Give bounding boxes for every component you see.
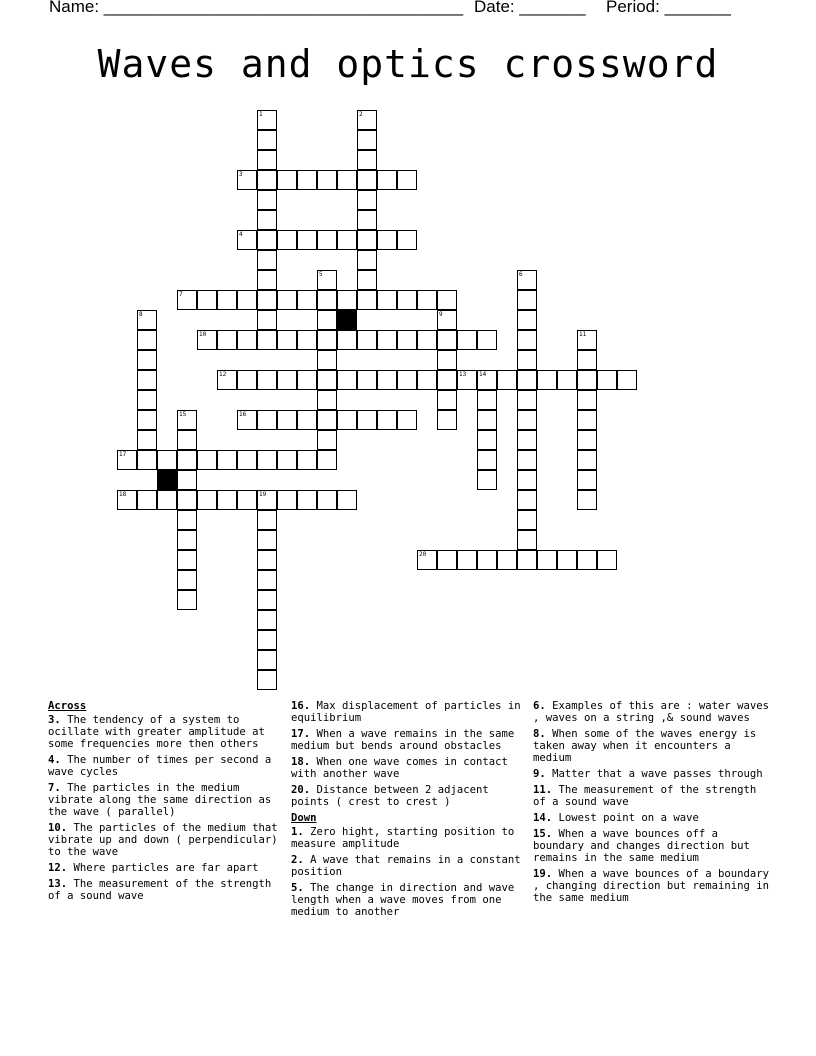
grid-cell[interactable] — [577, 450, 597, 470]
grid-cell[interactable] — [237, 410, 257, 430]
clue-item — [533, 728, 769, 764]
grid-cell[interactable] — [477, 410, 497, 430]
grid-cell[interactable] — [297, 370, 317, 390]
clue-text: When a wave bounces off a boundary and changes direction but remains in the same medium — [533, 828, 750, 864]
clue-item — [291, 826, 527, 850]
clue-item — [291, 784, 527, 808]
clue-text: When some of the waves energy is taken away when it encounters a medium — [533, 728, 757, 764]
clue-number: 11. — [533, 784, 553, 796]
grid-cell[interactable] — [217, 370, 237, 390]
grid-cell[interactable] — [317, 390, 337, 410]
grid-cell[interactable] — [137, 370, 157, 390]
grid-cell[interactable] — [377, 230, 397, 250]
clue-number: 18. — [291, 756, 311, 768]
clue-number: 10. — [48, 822, 68, 834]
grid-cell[interactable] — [177, 550, 197, 570]
grid-cell[interactable] — [257, 290, 277, 310]
grid-cell[interactable] — [137, 430, 157, 450]
clue-text: The particles of the medium that vibrate up and down ( perpendicular) to the wave — [48, 822, 278, 858]
clue-number-12: 12 — [219, 371, 227, 378]
grid-cell[interactable] — [297, 170, 317, 190]
grid-cell[interactable] — [477, 470, 497, 490]
grid-cell[interactable] — [177, 470, 197, 490]
grid-cell[interactable] — [377, 370, 397, 390]
grid-cell[interactable] — [397, 330, 417, 350]
grid-cell[interactable] — [137, 490, 157, 510]
clue-item — [533, 868, 769, 904]
clue-number: 6. — [533, 700, 546, 712]
clue-text: The particles in the medium vibrate along the same direction as the wave ( parallel) — [48, 782, 272, 818]
clue-number-3: 3 — [239, 171, 243, 178]
grid-cell[interactable] — [337, 410, 357, 430]
grid-cell[interactable] — [217, 330, 237, 350]
clue-number: 9. — [533, 768, 546, 780]
clue-text: The number of times per second a wave cycles — [48, 754, 272, 778]
grid-cell[interactable] — [357, 210, 377, 230]
page-title: Waves and optics crossword — [97, 42, 719, 86]
grid-cell[interactable] — [317, 230, 337, 250]
clue-item — [533, 812, 769, 824]
grid-cell[interactable] — [437, 550, 457, 570]
grid-cell[interactable] — [137, 330, 157, 350]
clue-number-5: 5 — [319, 271, 323, 278]
grid-cell[interactable] — [517, 450, 537, 470]
grid-cell[interactable] — [437, 350, 457, 370]
grid-cell[interactable] — [397, 170, 417, 190]
grid-cell[interactable] — [257, 630, 277, 650]
clue-text: Lowest point on a wave — [552, 812, 699, 824]
grid-cell[interactable] — [137, 350, 157, 370]
clue-number-15: 15 — [179, 411, 187, 418]
grid-cell[interactable] — [537, 370, 557, 390]
grid-cell[interactable] — [237, 290, 257, 310]
grid-cell[interactable] — [257, 670, 277, 690]
grid-cell[interactable] — [277, 490, 297, 510]
grid-cell[interactable] — [577, 390, 597, 410]
clue-item — [291, 728, 527, 752]
grid-cell[interactable] — [237, 450, 257, 470]
clue-number: 19. — [533, 868, 553, 880]
grid-cell[interactable] — [417, 290, 437, 310]
clue-text: Distance between 2 adjacent points ( crest to crest ) — [291, 784, 489, 808]
grid-cell[interactable] — [317, 490, 337, 510]
clue-item — [48, 822, 284, 858]
grid-cell[interactable] — [397, 230, 417, 250]
grid-cell[interactable] — [257, 130, 277, 150]
clue-item — [48, 714, 284, 750]
grid-cell[interactable] — [257, 370, 277, 390]
clue-number-13: 13 — [459, 371, 467, 378]
grid-cell[interactable] — [417, 330, 437, 350]
grid-cell[interactable] — [457, 370, 477, 390]
grid-cell[interactable] — [297, 410, 317, 430]
grid-cell[interactable] — [257, 530, 277, 550]
grid-cell[interactable] — [517, 310, 537, 330]
grid-cell[interactable] — [257, 210, 277, 230]
grid-cell[interactable] — [517, 270, 537, 290]
grid-cell[interactable] — [137, 450, 157, 470]
grid-cell[interactable] — [217, 450, 237, 470]
grid-cell[interactable] — [577, 430, 597, 450]
grid-cell[interactable] — [337, 490, 357, 510]
grid-cell[interactable] — [477, 330, 497, 350]
clue-text: The change in direction and wave length when a wave moves from one medium to another — [291, 882, 515, 918]
grid-cell[interactable] — [277, 370, 297, 390]
grid-cell[interactable] — [177, 530, 197, 550]
grid-cell[interactable] — [317, 310, 337, 330]
grid-cell[interactable] — [177, 290, 197, 310]
grid-cell[interactable] — [257, 650, 277, 670]
clue-number: 20. — [291, 784, 311, 796]
clue-number-2: 2 — [359, 111, 363, 118]
grid-cell[interactable] — [137, 390, 157, 410]
grid-cell[interactable] — [317, 270, 337, 290]
grid-cell[interactable] — [117, 450, 137, 470]
grid-cell[interactable] — [517, 330, 537, 350]
grid-cell[interactable] — [277, 410, 297, 430]
clue-text: Where particles are far apart — [67, 862, 259, 874]
black-cell — [337, 310, 357, 330]
grid-cell[interactable] — [257, 610, 277, 630]
clue-number-19: 19 — [259, 491, 267, 498]
grid-cell[interactable] — [257, 550, 277, 570]
clue-number: 17. — [291, 728, 311, 740]
grid-cell[interactable] — [257, 490, 277, 510]
clue-number: 7. — [48, 782, 61, 794]
grid-cell[interactable] — [517, 290, 537, 310]
grid-cell[interactable] — [177, 570, 197, 590]
clue-number: 2. — [291, 854, 304, 866]
grid-cell[interactable] — [477, 390, 497, 410]
grid-cell[interactable] — [257, 150, 277, 170]
grid-cell[interactable] — [217, 290, 237, 310]
grid-cell[interactable] — [577, 330, 597, 350]
grid-cell[interactable] — [437, 390, 457, 410]
grid-cell[interactable] — [257, 110, 277, 130]
clue-text: The tendency of a system to ocillate with greater amplitude at some frequencies more then others — [48, 714, 265, 750]
grid-cell[interactable] — [197, 330, 217, 350]
grid-cell[interactable] — [257, 410, 277, 430]
grid-cell[interactable] — [317, 410, 337, 430]
grid-cell[interactable] — [257, 250, 277, 270]
grid-cell[interactable] — [257, 270, 277, 290]
grid-cell[interactable] — [477, 430, 497, 450]
clue-number-17: 17 — [119, 451, 127, 458]
grid-cell[interactable] — [137, 410, 157, 430]
clue-number: 15. — [533, 828, 553, 840]
grid-cell[interactable] — [357, 270, 377, 290]
grid-cell[interactable] — [357, 170, 377, 190]
grid-cell[interactable] — [517, 350, 537, 370]
grid-cell[interactable] — [177, 510, 197, 530]
clue-number: 12. — [48, 862, 68, 874]
grid-cell[interactable] — [377, 290, 397, 310]
grid-cell[interactable] — [257, 230, 277, 250]
clue-item — [533, 768, 769, 780]
grid-cell[interactable] — [297, 450, 317, 470]
grid-cell[interactable] — [137, 310, 157, 330]
grid-cell[interactable] — [457, 330, 477, 350]
grid-cell[interactable] — [517, 510, 537, 530]
clue-text: When a wave remains in the same medium but bends around obstacles — [291, 728, 515, 752]
clue-number-6: 6 — [519, 271, 523, 278]
grid-cell[interactable] — [237, 490, 257, 510]
date-field[interactable]: Date: _______ — [474, 0, 586, 16]
grid-cell[interactable] — [277, 290, 297, 310]
grid-cell[interactable] — [297, 290, 317, 310]
grid-cell[interactable] — [437, 370, 457, 390]
clue-text: A wave that remains in a constant position — [291, 854, 521, 878]
grid-cell[interactable] — [477, 550, 497, 570]
clue-item — [291, 882, 527, 918]
clue-text: Matter that a wave passes through — [545, 768, 763, 780]
grid-cell[interactable] — [257, 570, 277, 590]
clue-number: 1. — [291, 826, 304, 838]
grid-cell[interactable] — [617, 370, 637, 390]
grid-cell[interactable] — [377, 410, 397, 430]
clue-number-20: 20 — [419, 551, 427, 558]
grid-cell[interactable] — [357, 370, 377, 390]
grid-cell[interactable] — [397, 290, 417, 310]
clue-text: Zero hight, starting position to measure amplitude — [291, 826, 515, 850]
clue-number: 3. — [48, 714, 61, 726]
grid-cell[interactable] — [577, 470, 597, 490]
clue-text: The measurement of the strength of a sound wave — [48, 878, 272, 902]
clue-number: 4. — [48, 754, 61, 766]
clue-number-1: 1 — [259, 111, 263, 118]
period-field[interactable]: Period: _______ — [606, 0, 731, 16]
clue-item — [291, 854, 527, 878]
grid-cell[interactable] — [297, 490, 317, 510]
clue-item — [533, 784, 769, 808]
grid-cell[interactable] — [357, 130, 377, 150]
grid-cell[interactable] — [377, 330, 397, 350]
grid-cell[interactable] — [357, 230, 377, 250]
grid-cell[interactable] — [557, 550, 577, 570]
grid-cell[interactable] — [597, 370, 617, 390]
grid-cell[interactable] — [357, 290, 377, 310]
clues-column-3 — [533, 700, 769, 908]
clue-number-4: 4 — [239, 231, 243, 238]
grid-cell[interactable] — [197, 490, 217, 510]
grid-cell[interactable] — [217, 490, 237, 510]
grid-cell[interactable] — [257, 310, 277, 330]
grid-cell[interactable] — [317, 450, 337, 470]
across-heading: Across — [48, 700, 87, 712]
clue-number: 16. — [291, 700, 311, 712]
grid-cell[interactable] — [377, 170, 397, 190]
grid-cell[interactable] — [577, 370, 597, 390]
grid-cell[interactable] — [417, 370, 437, 390]
grid-cell[interactable] — [317, 370, 337, 390]
clue-text: Max displacement of particles in equilibrium — [291, 700, 521, 724]
clue-number-8: 8 — [139, 311, 143, 318]
clue-item — [48, 782, 284, 818]
clue-item — [291, 700, 527, 724]
grid-cell[interactable] — [197, 450, 217, 470]
grid-cell[interactable] — [177, 430, 197, 450]
clue-item — [533, 828, 769, 864]
grid-cell[interactable] — [357, 330, 377, 350]
grid-cell[interactable] — [257, 330, 277, 350]
grid-cell[interactable] — [337, 170, 357, 190]
grid-cell[interactable] — [297, 230, 317, 250]
grid-cell[interactable] — [317, 350, 337, 370]
grid-cell[interactable] — [237, 170, 257, 190]
grid-cell[interactable] — [237, 330, 257, 350]
name-field[interactable]: Name: ______________________________________ — [49, 0, 464, 16]
grid-cell[interactable] — [197, 290, 217, 310]
grid-cell[interactable] — [257, 590, 277, 610]
grid-cell[interactable] — [257, 450, 277, 470]
grid-cell[interactable] — [357, 190, 377, 210]
grid-cell[interactable] — [317, 330, 337, 350]
clue-item — [48, 754, 284, 778]
grid-cell[interactable] — [277, 230, 297, 250]
grid-cell[interactable] — [517, 530, 537, 550]
grid-cell[interactable] — [437, 290, 457, 310]
grid-cell[interactable] — [297, 330, 317, 350]
grid-cell[interactable] — [577, 490, 597, 510]
clue-item — [48, 862, 284, 874]
grid-cell[interactable] — [517, 470, 537, 490]
clue-text: When a wave bounces of a boundary , changing direction but remaining in the same medium — [533, 868, 769, 904]
down-heading: Down — [291, 812, 317, 824]
clue-number-9: 9 — [439, 311, 443, 318]
grid-cell[interactable] — [357, 250, 377, 270]
grid-cell[interactable] — [317, 430, 337, 450]
grid-cell[interactable] — [177, 450, 197, 470]
grid-cell[interactable] — [257, 190, 277, 210]
grid-cell[interactable] — [337, 330, 357, 350]
clue-number-16: 16 — [239, 411, 247, 418]
clue-number-7: 7 — [179, 291, 183, 298]
grid-cell[interactable] — [497, 550, 517, 570]
grid-cell[interactable] — [517, 370, 537, 390]
clue-number: 13. — [48, 878, 68, 890]
black-cell — [157, 470, 177, 490]
grid-cell[interactable] — [537, 550, 557, 570]
clues-column-1 — [48, 700, 284, 906]
grid-cell[interactable] — [597, 550, 617, 570]
clue-number-11: 11 — [579, 331, 587, 338]
clue-item — [533, 700, 769, 724]
grid-cell[interactable] — [317, 290, 337, 310]
grid-cell[interactable] — [517, 550, 537, 570]
grid-cell[interactable] — [457, 550, 477, 570]
grid-cell[interactable] — [497, 370, 517, 390]
grid-cell[interactable] — [157, 450, 177, 470]
grid-cell[interactable] — [397, 410, 417, 430]
grid-cell[interactable] — [577, 350, 597, 370]
grid-cell[interactable] — [117, 490, 137, 510]
clues-column-2 — [291, 700, 527, 922]
grid-cell[interactable] — [577, 410, 597, 430]
clue-number: 14. — [533, 812, 553, 824]
clue-text: The measurement of the strength of a sound wave — [533, 784, 757, 808]
clue-number: 8. — [533, 728, 546, 740]
grid-cell[interactable] — [257, 510, 277, 530]
clue-number-18: 18 — [119, 491, 127, 498]
grid-cell[interactable] — [277, 330, 297, 350]
grid-cell[interactable] — [277, 170, 297, 190]
grid-cell[interactable] — [177, 590, 197, 610]
grid-cell[interactable] — [577, 550, 597, 570]
grid-cell[interactable] — [317, 170, 337, 190]
grid-cell[interactable] — [177, 410, 197, 430]
grid-cell[interactable] — [417, 550, 437, 570]
grid-cell[interactable] — [357, 110, 377, 130]
grid-cell[interactable] — [337, 370, 357, 390]
grid-cell[interactable] — [337, 290, 357, 310]
grid-cell[interactable] — [237, 230, 257, 250]
grid-cell[interactable] — [397, 370, 417, 390]
grid-cell[interactable] — [517, 430, 537, 450]
grid-cell[interactable] — [557, 370, 577, 390]
grid-cell[interactable] — [357, 410, 377, 430]
grid-cell[interactable] — [437, 310, 457, 330]
grid-cell[interactable] — [477, 370, 497, 390]
clue-number-14: 14 — [479, 371, 487, 378]
grid-cell[interactable] — [437, 330, 457, 350]
grid-cell[interactable] — [237, 370, 257, 390]
grid-cell[interactable] — [337, 230, 357, 250]
clue-text: Examples of this are : water waves , waves on a string ,& sound waves — [533, 700, 769, 724]
grid-cell[interactable] — [517, 410, 537, 430]
grid-cell[interactable] — [477, 450, 497, 470]
clue-item — [291, 756, 527, 780]
grid-cell[interactable] — [517, 490, 537, 510]
clue-number-10: 10 — [199, 331, 207, 338]
grid-cell[interactable] — [257, 170, 277, 190]
grid-cell[interactable] — [437, 410, 457, 430]
grid-cell[interactable] — [357, 150, 377, 170]
grid-cell[interactable] — [157, 490, 177, 510]
grid-cell[interactable] — [517, 390, 537, 410]
clue-item — [48, 878, 284, 902]
clue-number: 5. — [291, 882, 304, 894]
grid-cell[interactable] — [277, 450, 297, 470]
grid-cell[interactable] — [177, 490, 197, 510]
clue-text: When one wave comes in contact with another wave — [291, 756, 508, 780]
